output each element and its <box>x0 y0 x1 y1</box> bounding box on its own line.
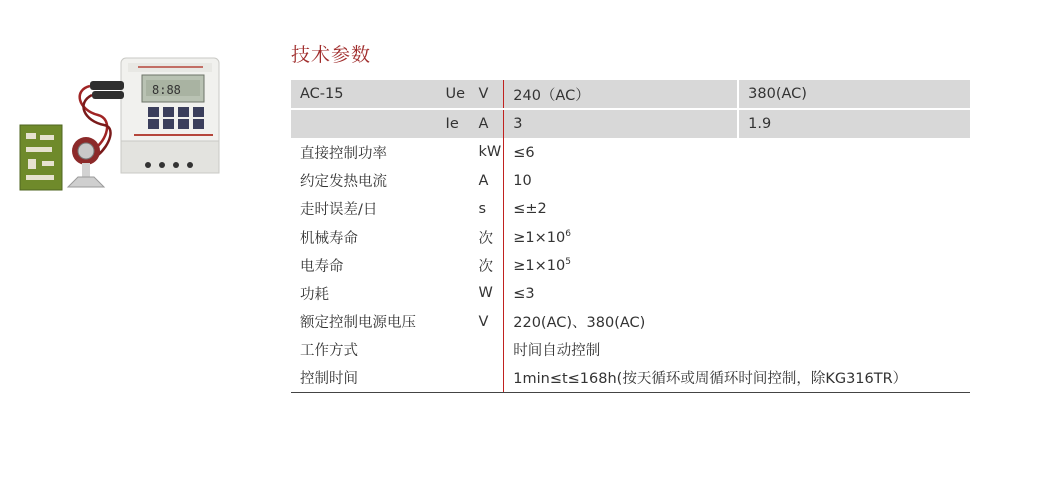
param-value: ≤6 <box>513 144 535 161</box>
param-name: AC-15 <box>291 80 446 109</box>
table-row <box>291 336 970 364</box>
table-row <box>291 279 970 307</box>
table-row <box>291 364 970 393</box>
param-unit: V <box>478 313 489 330</box>
param-value: 时间自动控制 <box>513 343 601 360</box>
table-row <box>291 138 970 166</box>
param-value: ≥1×10 <box>513 257 566 274</box>
spec-table <box>291 80 970 393</box>
param-unit <box>479 364 504 393</box>
param-value: 3 <box>504 109 738 138</box>
table-row <box>291 308 970 336</box>
param-exponent: 5 <box>565 256 571 267</box>
table-row <box>291 195 970 223</box>
param-name: 额定控制电源电压 <box>300 315 416 332</box>
param-unit: s <box>478 200 487 217</box>
param-symbol: Ie <box>446 109 479 138</box>
param-value: ≥1×10 <box>513 229 566 246</box>
section-title: 技术参数 <box>291 44 372 66</box>
param-name: 工作方式 <box>300 343 358 360</box>
param-value: ≤3 <box>513 285 535 302</box>
param-unit: V <box>479 80 504 109</box>
param-name: 功耗 <box>300 286 329 303</box>
param-value: 10 <box>513 173 532 190</box>
param-unit: 次 <box>478 230 494 247</box>
param-exponent: 6 <box>565 228 571 239</box>
param-value: 1min≤t≤168h(按天循环或周循环时间控制，除KG316TR） <box>513 371 908 388</box>
param-unit: W <box>478 285 493 302</box>
param-name: 控制时间 <box>291 364 446 393</box>
param-symbol: Ue <box>446 80 479 109</box>
table-row <box>291 80 970 109</box>
param-value: 240（AC） <box>504 80 738 109</box>
param-unit: A <box>478 172 489 189</box>
param-unit: A <box>479 109 504 138</box>
param-name: 直接控制功率 <box>300 145 387 162</box>
param-name: 机械寿命 <box>300 230 358 247</box>
param-value: 220(AC)、380(AC) <box>513 315 646 332</box>
param-unit: kW <box>478 144 502 161</box>
table-row <box>291 167 970 195</box>
product-photo <box>18 55 243 200</box>
param-value-alt: 1.9 <box>738 109 970 138</box>
param-name: 走时误差/日 <box>300 202 378 219</box>
param-unit <box>479 336 504 364</box>
time-switch-icon <box>18 55 243 200</box>
table-row <box>291 109 970 138</box>
param-name: 约定发热电流 <box>300 174 387 191</box>
circuit-board-icon <box>20 125 62 190</box>
param-name <box>291 109 446 138</box>
param-value: ≤±2 <box>513 201 547 218</box>
table-row <box>291 251 970 279</box>
param-name: 电寿命 <box>300 258 344 275</box>
table-row <box>291 223 970 251</box>
param-unit: 次 <box>478 258 494 275</box>
param-value-alt: 380(AC) <box>738 80 970 109</box>
svg-text:8:88: 8:88 <box>152 83 181 97</box>
